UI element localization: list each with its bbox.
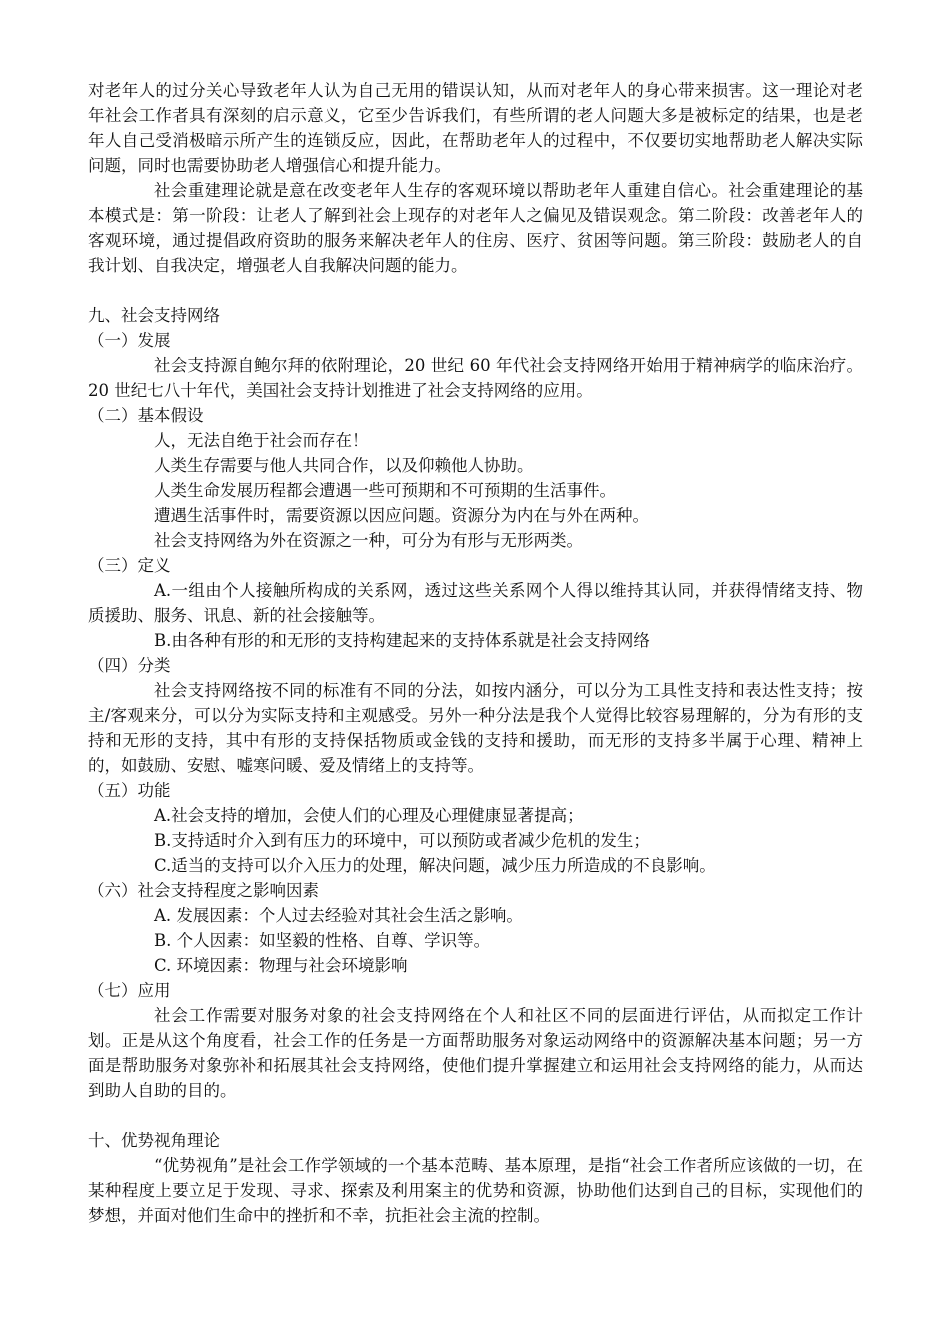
- section-9-5-heading: （五）功能: [88, 781, 171, 800]
- section-9-6-heading: （六）社会支持程度之影响因素: [88, 881, 319, 900]
- function-line: A.社会支持的增加，会使人们的心理及心理健康显著提高；: [154, 806, 584, 825]
- assumption-line: 人类生命发展历程都会遭遇一些可预期和不可预期的生活事件。: [154, 481, 616, 500]
- paragraph-intro-1: 对老年人的过分关心导致老年人认为自己无用的错误认知，从而对老年人的身心带来损害。这一理论对老年社会工作者具有深刻的启示意义，它至少告诉我们，有些所谓的老人问题大多是被标定的结果，也是老年人自己受消极暗示所产生的连锁反应，因此，在帮助老年人的过程中，不仅要切实地帮助老人解决实际问题，同时也需要协助老人增强信心和提升能力。: [88, 81, 863, 175]
- section-9-1-heading: （一）发展: [88, 331, 171, 350]
- definition-b: B.由各种有形的和无形的支持构建起来的支持体系就是社会支持网络: [154, 631, 650, 650]
- section-10-title: 十、优势视角理论: [88, 1131, 220, 1150]
- factor-line: A. 发展因素：个人过去经验对其社会生活之影响。: [154, 906, 523, 925]
- function-line: C.适当的支持可以介入压力的处理，解决问题，减少压力所造成的不良影响。: [154, 856, 716, 875]
- factor-line: C. 环境因素：物理与社会环境影响: [154, 956, 408, 975]
- section-9-7-heading: （七）应用: [88, 981, 171, 1000]
- assumption-line: 人类生存需要与他人共同合作，以及仰赖他人协助。: [154, 456, 534, 475]
- function-line: B.支持适时介入到有压力的环境中，可以预防或者减少危机的发生；: [154, 831, 650, 850]
- spacer: [88, 278, 863, 303]
- assumption-line: 遭遇生活事件时，需要资源以因应问题。资源分为内在与外在两种。: [154, 506, 649, 525]
- definition-a: A.一组由个人接触所构成的关系网，透过这些关系网个人得以维持其认同，并获得情绪支持、物质援助、服务、讯息、新的社会接触等。: [88, 581, 863, 625]
- factor-line: B. 个人因素：如坚毅的性格、自尊、学识等。: [154, 931, 491, 950]
- paragraph-intro-2: 社会重建理论就是意在改变老年人生存的客观环境以帮助老年人重建自信心。社会重建理论的基本模式是：第一阶段：让老人了解到社会上现存的对老年人之偏见及错误观念。第二阶段：改善老年人的客观环境，通过提倡政府资助的服务来解决老年人的住房、医疗、贫困等问题。第三阶段：鼓励老人的自我计划、自我决定，增强老人自我解决问题的能力。: [88, 181, 863, 275]
- document-page: [88, 78, 863, 1228]
- section-9-2-heading: （二）基本假设: [88, 406, 204, 425]
- spacer: [88, 1103, 863, 1128]
- section-9-3-heading: （三）定义: [88, 556, 171, 575]
- assumption-line: 社会支持网络为外在资源之一种，可分为有形与无形两类。: [154, 531, 583, 550]
- section-9-4-text: 社会支持网络按不同的标准有不同的分法，如按内涵分，可以分为工具性支持和表达性支持；按主/客观来分，可以分为实际支持和主观感受。另外一种分法是我个人觉得比较容易理解的，分为有形的支持和无形的支持，其中有形的支持保括物质或金钱的支持和援助，而无形的支持多半属于心理、精神上的，如鼓励、安慰、嘘寒问暖、爱及情绪上的支持等。: [88, 681, 863, 775]
- section-9-1-text: 社会支持源自鲍尔拜的依附理论，20 世纪 60 年代社会支持网络开始用于精神病学的临床治疗。20 世纪七八十年代，美国社会支持计划推进了社会支持网络的应用。: [88, 356, 863, 400]
- section-9-title: 九、社会支持网络: [88, 306, 220, 325]
- assumption-line: 人，无法自绝于社会而存在！: [154, 431, 369, 450]
- section-9-7-text: 社会工作需要对服务对象的社会支持网络在个人和社区不同的层面进行评估，从而拟定工作计划。正是从这个角度看，社会工作的任务是一方面帮助服务对象运动网络中的资源解决基本问题；另一方面是帮助服务对象弥补和拓展其社会支持网络，使他们提升掌握建立和运用社会支持网络的能力，从而达到助人自助的目的。: [88, 1006, 863, 1100]
- section-9-4-heading: （四）分类: [88, 656, 171, 675]
- section-10-text: “优势视角”是社会工作学领域的一个基本范畴、基本原理，是指“社会工作者所应该做的一切，在某种程度上要立足于发现、寻求、探索及利用案主的优势和资源，协助他们达到自己的目标，实现他们的梦想，并面对他们生命中的挫折和不幸，抗拒社会主流的控制。: [88, 1156, 863, 1225]
